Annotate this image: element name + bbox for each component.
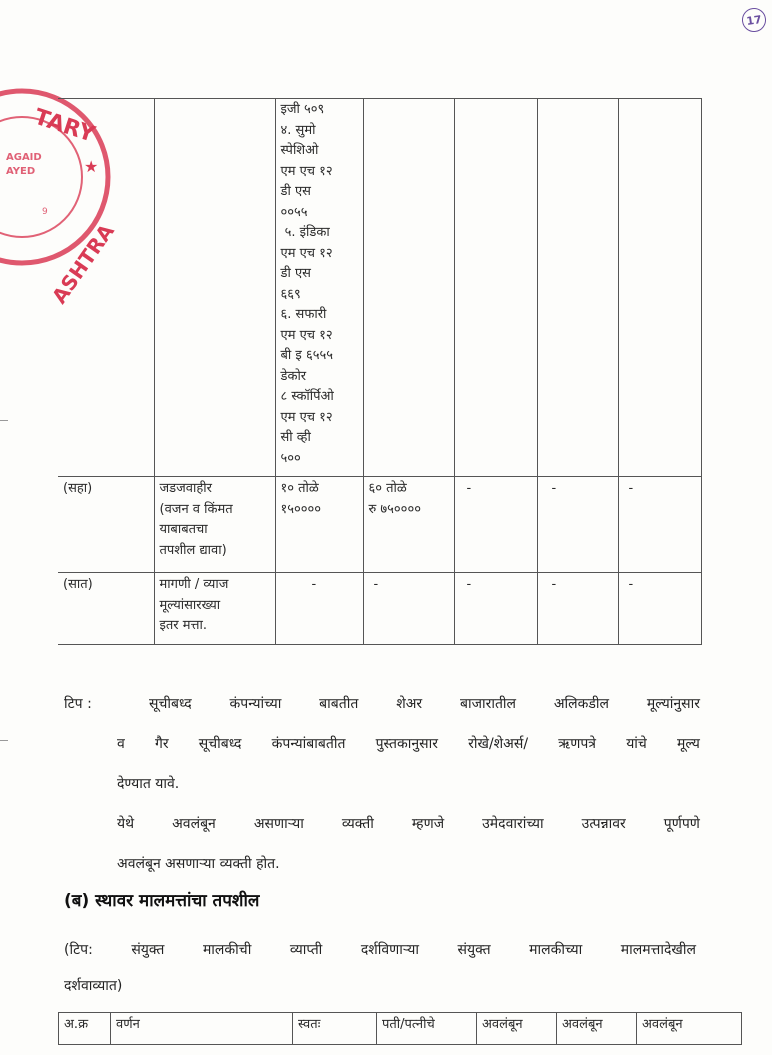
note-line (64, 804, 700, 844)
vehicle-line: डी एस (280, 184, 311, 199)
value-line: ६० तोळे (368, 481, 407, 496)
self-value (275, 477, 363, 573)
vehicle-line: बी इ ६५५५ (280, 348, 333, 363)
vehicle-line: सी व्ही (280, 430, 311, 445)
header-dependent-2: अवलंबून (557, 1013, 637, 1045)
word: मालमत्तादेखील (620, 942, 696, 958)
description-line: इतर मत्ता. (159, 618, 207, 633)
header-dependent-1: अवलंबून (477, 1013, 557, 1045)
stamp-star: ★ (84, 157, 99, 176)
value-line: रु ७५०००० (368, 501, 421, 517)
row-number: (सात) (58, 573, 154, 645)
dependent-3-value: - (618, 573, 701, 645)
row-description (154, 573, 275, 645)
vehicle-line: ००५५ (280, 204, 308, 220)
word: संयुक्त (131, 942, 165, 958)
spouse-value (363, 477, 454, 573)
word: सूचीबध्द (149, 696, 192, 712)
header-self: स्वतः (293, 1013, 377, 1045)
dependent-2-value: - (537, 573, 618, 645)
dependent-3-value: - (618, 477, 701, 573)
table-cell (537, 99, 618, 477)
value-line: १० तोळे (280, 481, 319, 496)
row-number: (सहा) (58, 477, 154, 573)
vehicle-line: ६६९ (280, 286, 301, 302)
word: उमेदवारांच्या (482, 816, 544, 832)
note-label: टिप : (64, 696, 92, 712)
vehicle-line: ५. इंडिका (280, 225, 330, 240)
stamp-mid-text-1: AGAID (6, 152, 42, 163)
table-row (58, 477, 701, 573)
note-block (64, 684, 700, 884)
word: मूल्यांनुसार (646, 696, 700, 712)
note-line: अवलंबून असणाऱ्या व्यक्ती होत. (117, 856, 280, 872)
page-number: 17 (740, 6, 767, 33)
vehicle-line: एम एच १२ (280, 409, 333, 425)
word: रोखे/शेअर्स/ (468, 736, 529, 752)
section-title: (ब) स्थावर मालमत्तांचा तपशील (64, 891, 260, 911)
word: म्हणजे (411, 816, 445, 832)
vehicle-line: ६. सफारी (280, 307, 327, 322)
description-line: (वजन व किंमत (159, 501, 233, 517)
word: बाबतीत (319, 696, 359, 712)
description-line: जडजवाहीर (159, 481, 212, 496)
word: पुस्तकानुसार (375, 736, 438, 752)
immovable-assets-table (58, 1012, 742, 1045)
note-line: देण्यात यावे. (117, 776, 180, 792)
table-cell (363, 99, 454, 477)
word: दर्शविणाऱ्या (360, 942, 419, 958)
header-serial: अ.क्र (59, 1013, 111, 1045)
description-line: मूल्यांसारख्या (159, 597, 221, 613)
word: असणाऱ्या (253, 816, 304, 832)
stamp-mid-text-2: AYED (6, 166, 36, 177)
word: कंपन्यांबाबतीत (271, 736, 346, 752)
scan-mark (0, 740, 8, 741)
vehicle-line: ५०० (280, 450, 301, 466)
table-cell (618, 99, 701, 477)
scan-mark (0, 420, 8, 421)
vehicle-line: एम एच १२ (280, 163, 333, 179)
description-line: तपशील द्यावा) (159, 542, 227, 558)
word: संयुक्त (457, 942, 491, 958)
section-note-line: दर्शवाव्यात) (64, 978, 123, 994)
vehicle-line: डी एस (280, 266, 311, 281)
movable-assets-table (58, 98, 702, 645)
word: मालकीची (202, 942, 252, 958)
vehicle-line: ८ स्कॉर्पिओ (280, 389, 334, 404)
stamp-top-text: TARY (31, 104, 98, 148)
word: व्यक्ती (341, 816, 374, 832)
note-line (64, 684, 700, 724)
table-header-row (59, 1013, 742, 1045)
vehicle-line: एम एच १२ (280, 327, 333, 343)
vehicle-line: डेकोर (280, 368, 307, 384)
word: यांचे (626, 736, 647, 752)
table-row (58, 573, 701, 645)
description-line: मागणी / व्याज (159, 577, 229, 592)
dependent-1-value: - (454, 573, 537, 645)
header-description: वर्णन (111, 1013, 293, 1045)
word: उत्पन्नावर (581, 816, 626, 832)
word: अलिकडील (553, 696, 610, 712)
table-cell (154, 99, 275, 477)
vehicle-list-cell (275, 99, 363, 477)
word: (टिप: (64, 942, 93, 958)
table-cell (454, 99, 537, 477)
table-cell (58, 99, 154, 477)
header-dependent-3: अवलंबून (637, 1013, 742, 1045)
section-note-line (64, 932, 696, 968)
word: बाजारातील (459, 696, 517, 712)
vehicle-line: ४. सुमो (280, 122, 316, 138)
self-value: - (275, 573, 363, 645)
word: सूचीबध्द (198, 736, 242, 752)
header-spouse: पती/पत्नीचे (377, 1013, 477, 1045)
value-line: १५०००० (280, 501, 322, 517)
word: व्याप्ती (289, 942, 323, 958)
stamp-number: 9 (42, 207, 48, 217)
word: येथे (117, 816, 135, 832)
note-text (149, 684, 700, 724)
dependent-1-value: - (454, 477, 537, 573)
description-line: याबाबतचा (159, 522, 208, 537)
section-note (64, 932, 696, 1004)
word: व (117, 736, 125, 752)
word: अवलंबून (172, 816, 216, 832)
word: ऋणपत्रे (558, 736, 596, 752)
word: कंपन्यांच्या (229, 696, 282, 712)
word: मूल्य (677, 736, 700, 752)
note-line (64, 724, 700, 764)
vehicle-line: स्पेशिओ (280, 143, 319, 158)
word: गैर (154, 736, 169, 752)
word: पूर्णपणे (663, 816, 700, 832)
dependent-2-value: - (537, 477, 618, 573)
row-description (154, 477, 275, 573)
spouse-value: - (363, 573, 454, 645)
vehicle-line: एम एच १२ (280, 245, 333, 261)
word: मालकीच्या (529, 942, 583, 958)
word: शेअर (396, 696, 423, 712)
vehicle-line: इजी ५०९ (280, 102, 325, 117)
stamp-bottom-text: ASHTRA (46, 219, 119, 308)
table-row (58, 99, 701, 477)
